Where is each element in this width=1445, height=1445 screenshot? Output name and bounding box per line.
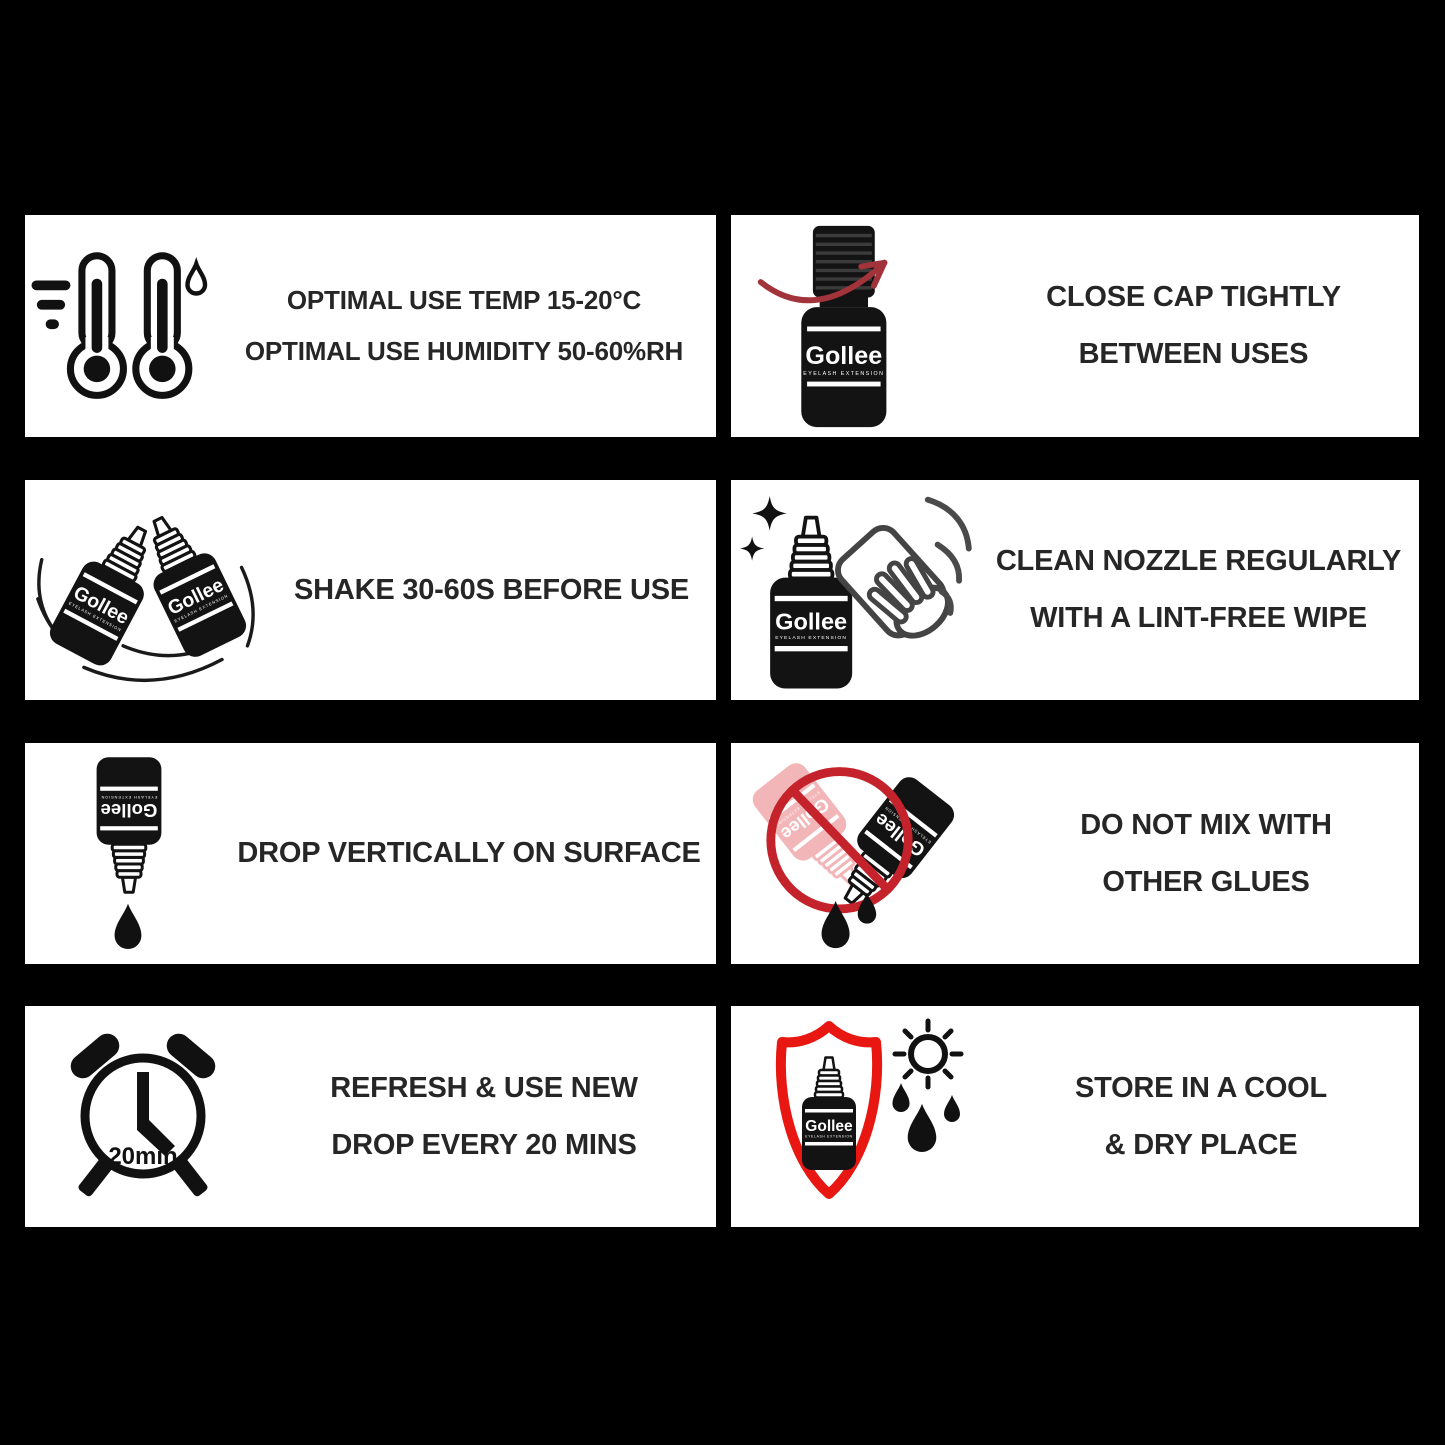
nozzle-wipe-icon bbox=[736, 488, 981, 693]
instruction-panel-do-not-mix bbox=[731, 743, 1419, 964]
instruction-panel-close-cap bbox=[731, 215, 1419, 437]
no-mix-bottles-icon bbox=[741, 750, 991, 958]
instruction-line: CLEAN NOZZLE REGULARLY bbox=[995, 545, 1402, 578]
glue-bottle-icon bbox=[770, 517, 852, 688]
instruction-line: CLOSE CAP TIGHTLY bbox=[1046, 281, 1341, 314]
instruction-line: OPTIMAL USE TEMP 15-20°C bbox=[286, 285, 642, 316]
instruction-panel-optimal-conditions bbox=[25, 215, 716, 437]
instruction-panel-drop-vertically bbox=[25, 743, 716, 964]
glue-bottle-icon bbox=[801, 225, 886, 426]
instruction-line: WITH A LINT-FREE WIPE bbox=[1030, 602, 1367, 634]
instruction-line: OPTIMAL USE HUMIDITY 50-60%RH bbox=[244, 336, 684, 366]
instruction-panel-storage bbox=[731, 1006, 1419, 1227]
speed-lines-icon bbox=[31, 280, 70, 329]
shield-bottle-icon bbox=[744, 1014, 979, 1219]
instruction-panel-shake bbox=[25, 480, 716, 700]
water-drops-icon bbox=[892, 1083, 960, 1152]
inverted-bottle-drop-icon bbox=[53, 754, 203, 954]
instruction-line: & DRY PLACE bbox=[1104, 1128, 1298, 1161]
glue-drop-icon bbox=[114, 903, 141, 948]
instruction-line: REFRESH & USE NEW bbox=[330, 1071, 638, 1104]
instruction-line: DROP EVERY 20 MINS bbox=[331, 1128, 637, 1161]
instruction-line: STORE IN A COOL bbox=[1074, 1071, 1328, 1104]
sun-icon bbox=[895, 1021, 961, 1087]
sparkles-icon bbox=[740, 496, 787, 561]
instruction-panel-clean-nozzle bbox=[731, 480, 1419, 700]
instruction-line: OTHER GLUES bbox=[1102, 865, 1310, 898]
glue-bottle-icon bbox=[96, 757, 161, 892]
clock-label: 20min bbox=[107, 1143, 178, 1170]
thermometer-icon bbox=[70, 256, 123, 396]
thermometer-icon bbox=[135, 256, 188, 396]
glue-bottle-icon bbox=[802, 1058, 856, 1171]
instruction-line: BETWEEN USES bbox=[1078, 338, 1309, 370]
instruction-panel-refresh-drop bbox=[25, 1006, 716, 1227]
alarm-clock-icon bbox=[43, 1024, 243, 1209]
instruction-line: DO NOT MIX WITH bbox=[1080, 808, 1332, 841]
shaking-bottles-icon bbox=[30, 491, 270, 689]
glue-bottle-icon bbox=[128, 505, 251, 661]
humidity-drop-icon bbox=[187, 264, 205, 294]
thermometers-icon bbox=[28, 240, 218, 412]
bottle-cap-twist-icon bbox=[746, 224, 961, 429]
instruction-line: DROP VERTICALLY ON SURFACE bbox=[237, 837, 701, 870]
glue-bottle-icon bbox=[46, 513, 172, 669]
instruction-line: SHAKE 30-60S BEFORE USE bbox=[293, 573, 690, 606]
